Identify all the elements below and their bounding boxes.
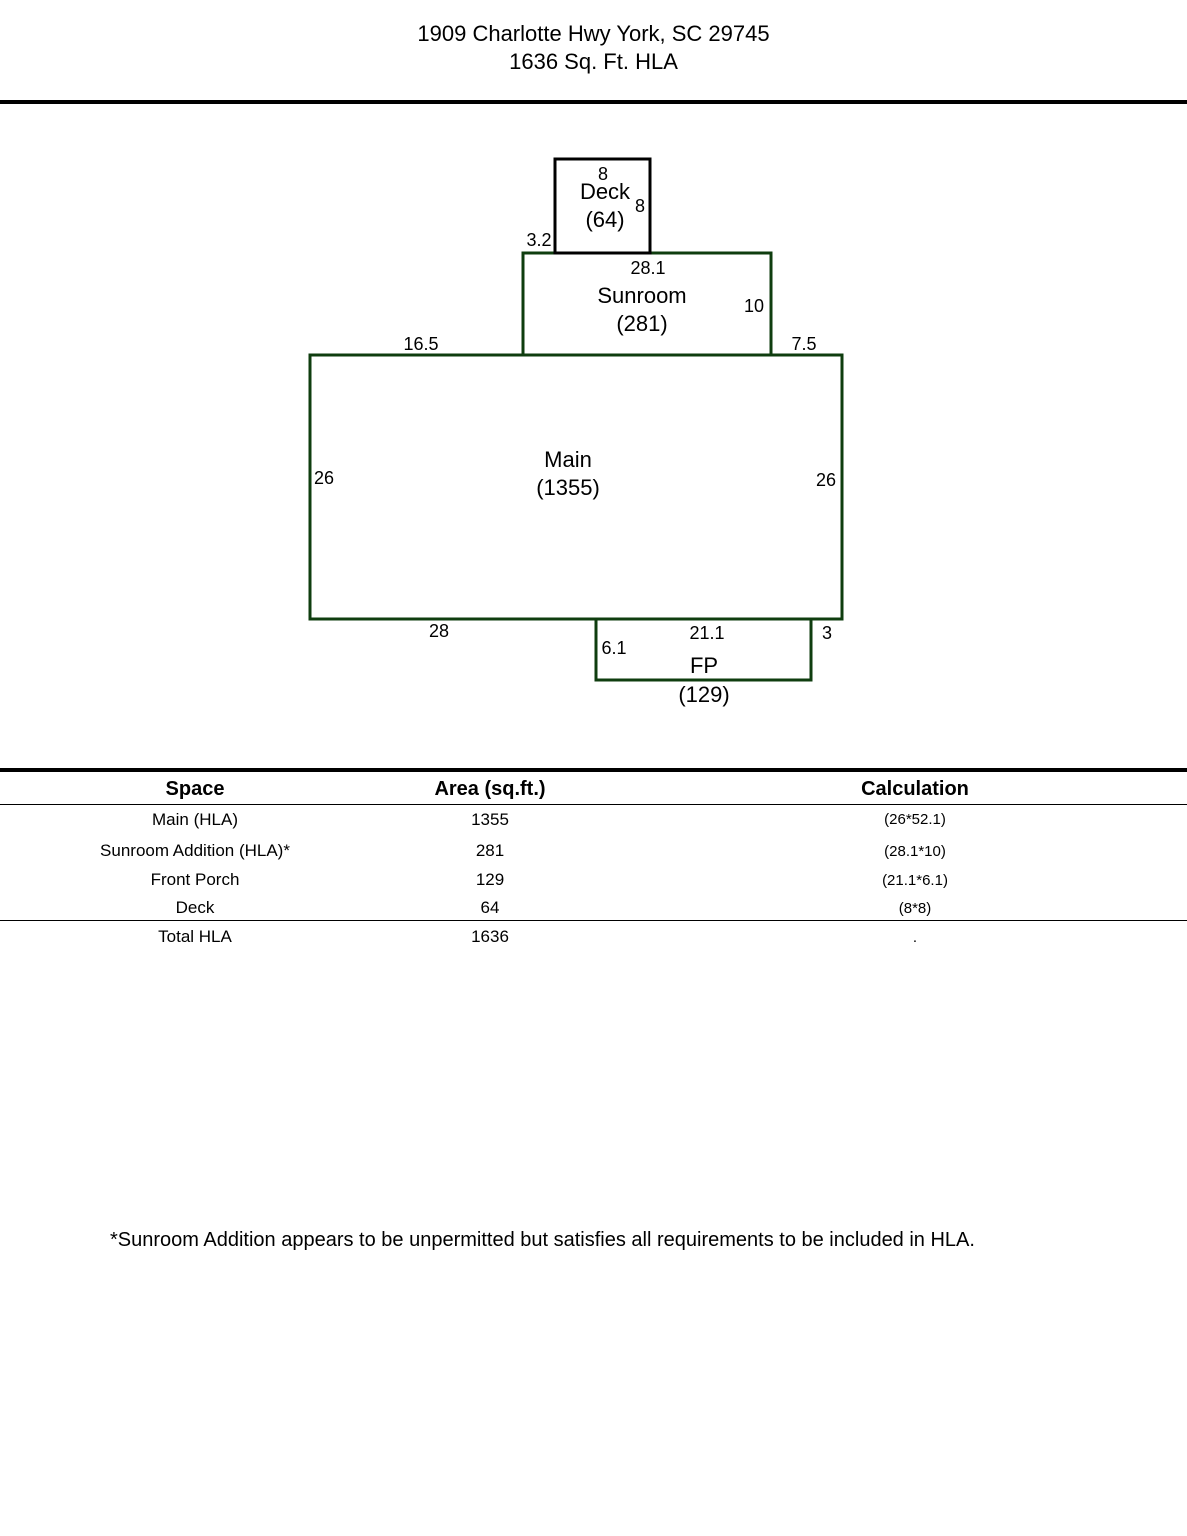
main-dim-right: 26 xyxy=(815,470,837,490)
total-calculation: . xyxy=(912,929,918,946)
floor-plan-sketch xyxy=(0,0,1187,760)
main-dim-bottom-left: 28 xyxy=(428,621,450,641)
area-table-header xyxy=(0,778,1187,802)
total-area: 1636 xyxy=(471,927,509,946)
deck-name: Deck xyxy=(579,179,631,204)
row-calculation: (8*8) xyxy=(898,900,932,917)
row-calculation: (26*52.1) xyxy=(884,811,946,828)
property-address: 1909 Charlotte Hwy York, SC 29745 xyxy=(417,21,770,46)
front-porch-name: FP xyxy=(689,653,719,678)
sunroom-dim-right: 10 xyxy=(743,296,765,316)
header-calculation: Calculation xyxy=(861,778,969,800)
row-calculation: (21.1*6.1) xyxy=(882,872,948,889)
table-top-divider xyxy=(0,768,1187,772)
main-name: Main xyxy=(544,447,592,472)
row-space: Deck xyxy=(175,898,215,917)
sunroom-name: Sunroom xyxy=(597,283,687,308)
deck-dim-right: 8 xyxy=(634,196,646,216)
header-space: Space xyxy=(165,778,225,800)
front-porch-area: (129) xyxy=(678,682,730,707)
front-porch-dim-left: 6.1 xyxy=(601,638,627,658)
header-area: Area (sq.ft.) xyxy=(434,778,546,800)
sunroom-area: (281) xyxy=(616,311,668,336)
area-summary: 1636 Sq. Ft. HLA xyxy=(509,49,678,74)
total-space: Total HLA xyxy=(158,927,232,946)
main-area: (1355) xyxy=(536,475,600,500)
row-space: Main (HLA) xyxy=(152,810,238,829)
front-porch-dim-top: 21.1 xyxy=(689,623,725,643)
row-calculation: (28.1*10) xyxy=(884,843,946,860)
row-area: 1355 xyxy=(471,810,509,829)
deck-area: (64) xyxy=(585,207,625,232)
row-space: Sunroom Addition (HLA)* xyxy=(100,841,290,860)
row-space: Front Porch xyxy=(150,870,240,889)
row-area: 129 xyxy=(475,870,505,889)
table-header-divider xyxy=(0,804,1187,805)
deck-dim-top: 8 xyxy=(597,164,609,184)
row-area: 281 xyxy=(475,841,505,860)
footnote: *Sunroom Addition appears to be unpermitted but satisfies all requirements to be included in HLA. xyxy=(110,1229,975,1251)
row-area: 64 xyxy=(480,898,500,917)
front-porch-dim-right: 3 xyxy=(821,623,833,643)
deck-dim-offset: 3.2 xyxy=(526,230,552,250)
table-total-divider xyxy=(0,920,1187,921)
main-dim-top-right: 7.5 xyxy=(791,334,817,354)
sunroom-dim-top: 28.1 xyxy=(630,258,666,278)
main-dim-top-left: 16.5 xyxy=(403,334,439,354)
main-dim-left: 26 xyxy=(313,468,335,488)
